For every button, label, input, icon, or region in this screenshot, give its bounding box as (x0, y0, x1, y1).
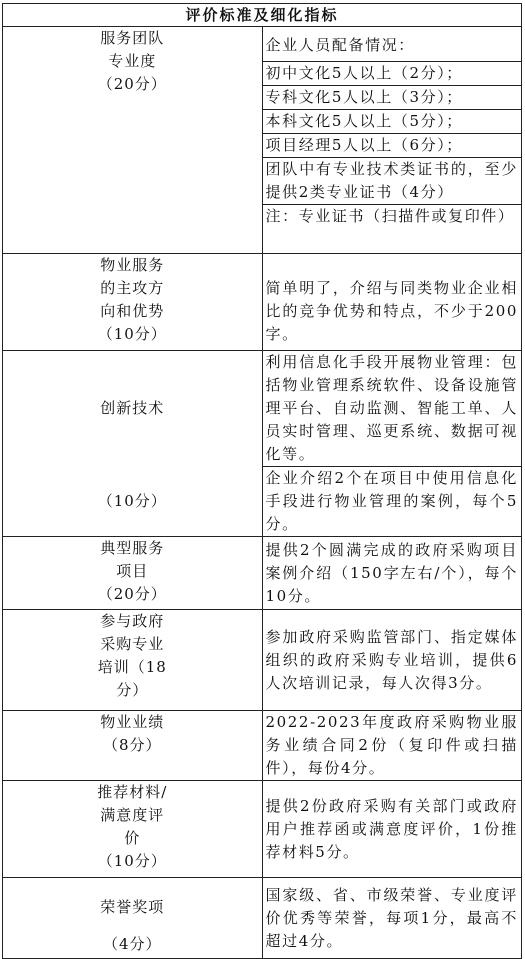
table-row (3, 351, 522, 467)
criterion-label-advantage (3, 254, 263, 351)
criterion-label-line: 物业服务 (100, 256, 165, 274)
detail-line: 项目经理5人以上（6分）； (263, 133, 522, 157)
criterion-score: （4分） (102, 935, 162, 953)
criterion-label-line: 项目 (116, 562, 149, 580)
table-title: 评价标准及细化指标 (3, 4, 522, 27)
criterion-label-line: 专业度 (108, 52, 157, 70)
criterion-label-line: 推荐材料/ (97, 783, 168, 801)
criterion-label-line: 参与政府 (100, 612, 165, 630)
table-row (3, 467, 522, 537)
table-row (3, 711, 522, 781)
table-row (3, 27, 522, 254)
criterion-label-line: 物业业绩 (100, 713, 165, 731)
table-row (3, 254, 522, 351)
criterion-label-team (3, 27, 263, 254)
detail-line: 专科文化5人以上（3分）； (263, 85, 522, 109)
criterion-detail-innovation: 利用信息化手段开展物业管理：包括物业管理系统软件、设备设施管理平台、自动监测、智能工单、人员实时管理、巡更系统、数据可视化等。 (262, 351, 522, 467)
criterion-detail-recommendation: 提供2份政府采购有关部门或政府用户推荐函或满意度评价，1份推荐材料5分。 (262, 781, 522, 878)
criterion-score-innovation: （10分） (3, 467, 263, 537)
criterion-label-innovation: 创新技术 (3, 351, 263, 467)
criterion-label-training (3, 610, 263, 711)
criterion-detail-advantage: 简单明了，介绍与同类物业企业相比的竞争优势和特点，不少于200字。 (262, 254, 522, 351)
criterion-detail-training: 参加政府采购监管部门、指定媒体组织的政府采购专业培训，提供6人次培训记录，每人次得3分。 (262, 610, 522, 711)
criterion-label-line: 服务团队 (100, 29, 165, 47)
criterion-label-line: 价 (124, 829, 141, 847)
table-row (3, 610, 522, 711)
evaluation-criteria-table (2, 3, 522, 959)
criterion-detail-innovation-cases: 企业介绍2个在项目中使用信息化手段进行物业管理的案例，每个5分。 (262, 467, 522, 537)
table-row (3, 537, 522, 610)
criterion-label-recommendation (3, 781, 263, 878)
table-row (3, 878, 522, 959)
detail-line: 企业人员配备情况： (265, 36, 415, 54)
criterion-detail-honors: 国家级、省、市级荣誉、专业度评价优秀等荣誉，每项1分，最高不超过4分。 (262, 878, 522, 959)
criterion-label-line: 向和优势 (100, 302, 165, 320)
criterion-score: （20分） (97, 585, 167, 603)
criterion-label-line: 满意度评 (100, 806, 165, 824)
table-row (3, 781, 522, 878)
detail-line: 团队中有专业技术类证书的，至少提供2类专业证书（4分） (263, 157, 522, 204)
criterion-label-line: 荣誉奖项 (100, 898, 165, 916)
detail-note: 注：专业证书（扫描件或复印件） (263, 204, 522, 228)
criterion-score: （10分） (97, 325, 167, 343)
criterion-score: （8分） (102, 736, 162, 754)
criterion-label-line: 的主攻方 (100, 279, 165, 297)
criterion-label-line: 采购专业 (100, 635, 165, 653)
detail-line: 本科文化5人以上（5分）； (263, 109, 522, 133)
criterion-label-honors (3, 878, 263, 959)
criterion-detail-typical-projects: 提供2个圆满完成的政府采购项目案例介绍（150字左右/个），每个10分。 (262, 537, 522, 610)
criterion-label-line: 分） (116, 681, 149, 699)
criterion-label-typical-projects (3, 537, 263, 610)
detail-line: 初中文化5人以上（2分）； (263, 61, 522, 85)
criterion-label-line: 培训（18 (97, 658, 167, 676)
criterion-label-line: 典型服务 (100, 539, 165, 557)
criterion-score: （20分） (97, 75, 167, 93)
criterion-score: （10分） (97, 852, 167, 870)
criterion-detail-team (262, 27, 522, 254)
criterion-detail-performance: 2022-2023年度政府采购物业服务业绩合同2份（复印件或扫描件），每份4分。 (262, 711, 522, 781)
criterion-label-performance (3, 711, 263, 781)
